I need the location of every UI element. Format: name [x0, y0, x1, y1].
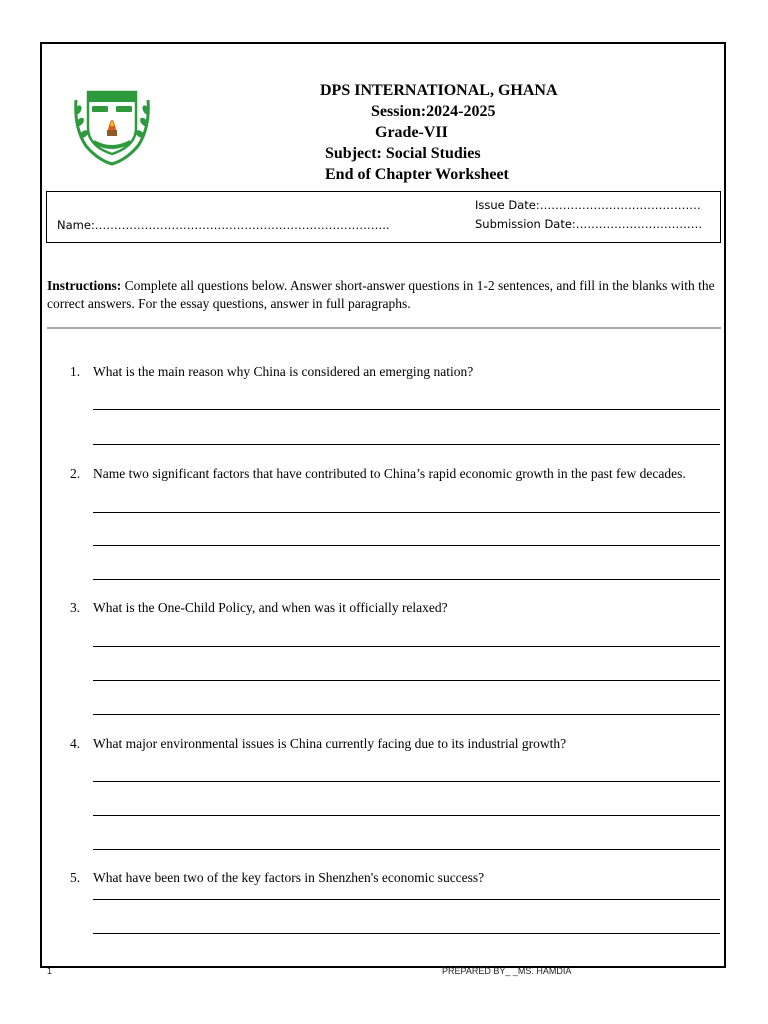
answer-line[interactable]: [93, 444, 720, 445]
question-number: 1.: [70, 364, 81, 379]
question-text: What major environmental issues is China currently facing due to its industrial growth?: [93, 736, 567, 751]
answer-line[interactable]: [93, 409, 720, 410]
name-field[interactable]: Name:…………………………………………………………………..: [57, 218, 390, 232]
instructions-text: Complete all questions below. Answer short-answer questions in 1-2 sentences, and fill in the blanks with the correct answers. For the essay questions, answer in full paragraphs.: [47, 278, 715, 311]
answer-line[interactable]: [93, 646, 720, 647]
question-number: 4.: [70, 736, 81, 751]
school-name: DPS INTERNATIONAL, GHANA: [320, 82, 558, 99]
answer-line[interactable]: [93, 849, 720, 850]
grade-label: Grade-VII: [375, 124, 448, 141]
answer-line[interactable]: [93, 714, 720, 715]
student-info-box: [46, 191, 721, 243]
prepared-by: PREPARED BY_ _MS. HAMDIA: [442, 966, 572, 976]
instructions-label: Instructions:: [47, 278, 122, 293]
answer-line[interactable]: [93, 680, 720, 681]
worksheet-title: End of Chapter Worksheet: [325, 166, 509, 183]
answer-line[interactable]: [93, 781, 720, 782]
school-logo-crest: [64, 80, 160, 168]
page-number: 1: [47, 966, 53, 976]
answer-line[interactable]: [93, 579, 720, 580]
instructions: [47, 277, 723, 313]
answer-line[interactable]: [93, 933, 720, 934]
answer-line[interactable]: [93, 512, 720, 513]
answer-line[interactable]: [93, 545, 720, 546]
issue-date-field[interactable]: Issue Date:……………………………………: [475, 198, 701, 212]
question-number: 2.: [70, 466, 81, 481]
divider: [47, 327, 721, 329]
question-text: Name two significant factors that have contributed to China’s rapid economic growth in the past few decades.: [93, 466, 686, 481]
answer-line[interactable]: [93, 815, 720, 816]
question-number: 5.: [70, 870, 81, 885]
question-text: What is the One-Child Policy, and when was it officially relaxed?: [93, 600, 448, 615]
submission-date-field[interactable]: Submission Date:……………………………: [475, 217, 703, 231]
question-number: 3.: [70, 600, 81, 615]
question-text: What is the main reason why China is considered an emerging nation?: [93, 364, 474, 379]
header-block: [300, 80, 620, 185]
answer-line[interactable]: [93, 899, 720, 900]
subject-label: Subject: Social Studies: [325, 145, 481, 162]
session-label: Session:2024-2025: [371, 103, 496, 120]
question-text: What have been two of the key factors in Shenzhen's economic success?: [93, 870, 485, 885]
